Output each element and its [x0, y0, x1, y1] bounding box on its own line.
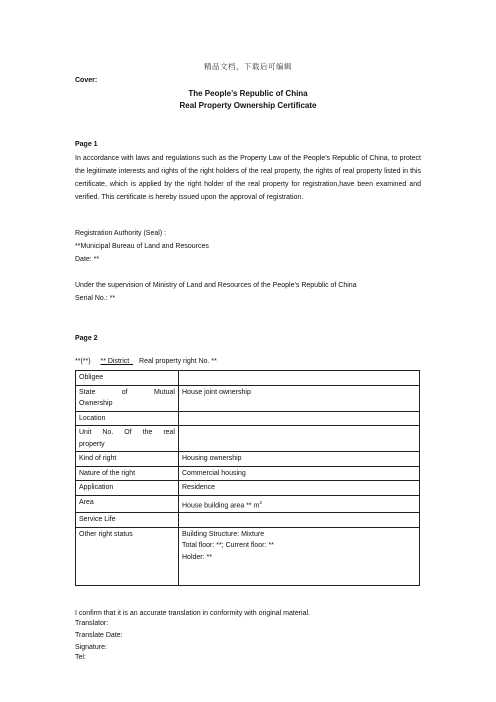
- row-value: Housing ownership: [179, 452, 420, 467]
- page2-label: Page 2: [75, 335, 98, 342]
- authority-label: Registration Authority (Seal) :: [75, 230, 167, 237]
- row-value: [179, 527, 420, 585]
- heading-prefix: **(**): [75, 358, 91, 365]
- table-row: [76, 452, 420, 467]
- row-label: Other right status: [76, 527, 179, 585]
- right-number-heading: [75, 358, 217, 365]
- row-value: [179, 426, 420, 452]
- row-label: Unit No. Of the real property: [76, 426, 179, 452]
- row-label: Area: [76, 495, 179, 513]
- translate-date-field: Translate Date:: [75, 632, 123, 639]
- page-header: 精品文档，下载后可编辑: [204, 62, 292, 71]
- signature-field: Signature:: [75, 644, 107, 651]
- row-value: [179, 495, 420, 513]
- row-label: Obligee: [76, 371, 179, 386]
- issue-date: Date: **: [75, 256, 100, 263]
- row-value: [179, 513, 420, 528]
- translator-field: Translator:: [75, 620, 109, 627]
- table-row: [76, 513, 420, 528]
- row-value: Commercial housing: [179, 466, 420, 481]
- table-row: [76, 481, 420, 496]
- table-row: [76, 371, 420, 386]
- row-value: [179, 411, 420, 426]
- property-rights-table: [75, 370, 420, 586]
- page1-label: Page 1: [75, 141, 98, 148]
- table-row: [76, 466, 420, 481]
- table-row: [76, 495, 420, 513]
- table-row: [76, 426, 420, 452]
- heading-district: ** District: [100, 358, 130, 365]
- area-unit-exponent: 2: [259, 499, 262, 505]
- cover-label: Cover:: [75, 77, 98, 84]
- row-label: State of Mutual Ownership: [76, 385, 179, 411]
- area-value: House building area ** m: [182, 501, 260, 509]
- row-label: Kind of right: [76, 452, 179, 467]
- row-label: Location: [76, 411, 179, 426]
- authority-name: **Municipal Bureau of Land and Resources: [75, 243, 209, 250]
- table-row: [76, 527, 420, 585]
- table-row: [76, 385, 420, 411]
- row-value: Residence: [179, 481, 420, 496]
- confirmation-statement: I confirm that it is an accurate translation in conformity with original material.: [75, 610, 310, 617]
- table-row: [76, 411, 420, 426]
- row-label: Application: [76, 481, 179, 496]
- cover-title-line1: The People’s Republic of China: [188, 89, 308, 98]
- page1-paragraph: In accordance with laws and regulations such as the Property Law of the People’s Republic of China, to protect the legitimate interests and rights of the right holders of the real property, the rights of real property listed in this certificate, which is applied by the right holder of the real property for registration,have been examined and verified. This certificate is hereby issued upon the approval of registration.: [75, 155, 421, 201]
- supervision-text: Under the supervision of Ministry of Land and Resources of the People’s Republic of China: [75, 282, 357, 289]
- heading-right-no: Real property right No. **: [139, 358, 217, 365]
- building-structure: Building Structure: Mixture: [182, 530, 265, 538]
- row-value: House joint ownership: [179, 385, 420, 411]
- floor-info: Total floor: **; Current floor: **: [182, 542, 274, 550]
- holder-info: Holder: **: [182, 553, 212, 561]
- row-label: Service Life: [76, 513, 179, 528]
- cover-title-line2: Real Property Ownership Certificate: [179, 101, 317, 110]
- serial-number: Serial No.: **: [75, 295, 116, 302]
- tel-field: Tel:: [75, 654, 86, 661]
- row-label: Nature of the right: [76, 466, 179, 481]
- row-value: [179, 371, 420, 386]
